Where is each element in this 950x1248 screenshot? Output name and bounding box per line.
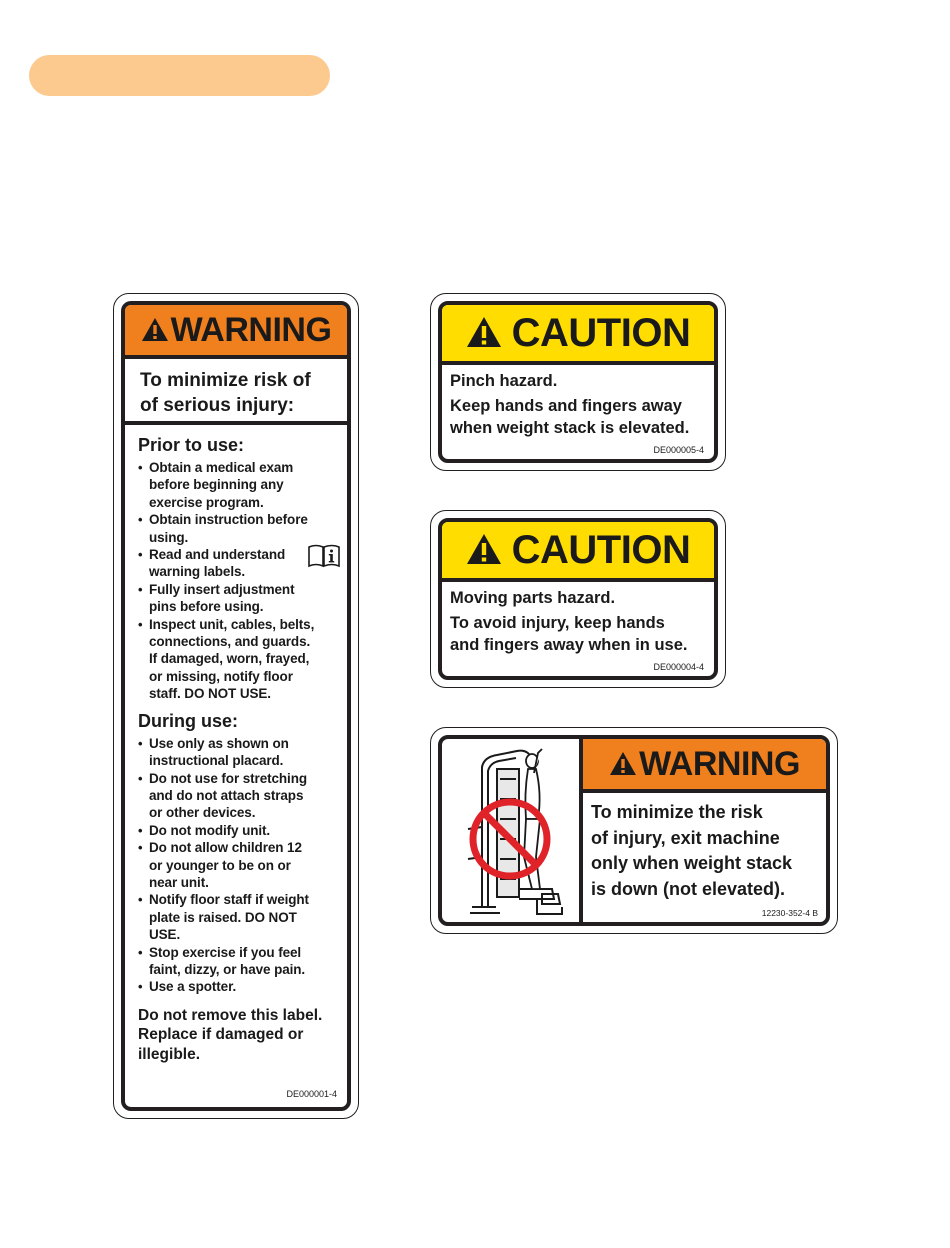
footer-line: Replace if damaged or — [138, 1026, 304, 1044]
caution-line: and fingers away when in use. — [450, 636, 688, 654]
during-list — [138, 735, 339, 996]
during-heading: During use: — [138, 710, 239, 731]
bullet-line: faint, dizzy, or have pain. — [149, 961, 306, 977]
caution-text — [442, 582, 714, 656]
caution-line: when weight stack is elevated. — [450, 419, 690, 437]
warning-text — [583, 793, 826, 902]
warning-line: only when weight stack — [591, 853, 793, 873]
caution-label-moving-parts — [430, 510, 726, 688]
warning-line: To minimize the risk — [591, 802, 763, 822]
intro-line: To minimize risk of — [140, 370, 311, 391]
caution-signal-word: CAUTION — [511, 527, 691, 572]
prior-list — [138, 459, 339, 703]
bullet-item — [138, 944, 339, 979]
footer-line: Do not remove this label. — [138, 1006, 323, 1024]
bullet-line: • Do not allow children 12 — [149, 840, 302, 856]
bullet-line: using. — [149, 529, 189, 545]
warning-signal-word: WARNING — [170, 310, 332, 349]
intro-line: of serious injury: — [140, 395, 295, 416]
bullet-item — [138, 891, 339, 943]
bullet-line: connections, and guards. — [149, 634, 311, 650]
warning-triangle-icon — [141, 317, 169, 342]
label-code: DE000001-4 — [286, 1089, 337, 1099]
bullet-item — [138, 459, 339, 511]
warning-signal-word: WARNING — [639, 744, 800, 783]
warning-line: is down (not elevated). — [591, 878, 786, 899]
warning-banner — [125, 305, 347, 359]
bullet-line: • Do not modify unit. — [149, 822, 271, 838]
bullet-line: • Use a spotter. — [149, 979, 237, 995]
bullet-item — [138, 735, 339, 770]
warning-body — [125, 425, 347, 1064]
bullet-line: If damaged, worn, frayed, — [149, 651, 310, 667]
bullet-item — [138, 581, 339, 616]
bullet-line: or younger to be on or — [149, 857, 291, 873]
bullet-item — [138, 822, 339, 839]
caution-line: Keep hands and fingers away — [450, 397, 682, 415]
bullet-item — [138, 511, 339, 546]
caution-banner — [442, 522, 714, 582]
label-code: DE000004-4 — [653, 662, 704, 672]
bullet-item — [138, 978, 339, 995]
caution-text — [442, 365, 714, 439]
footer-line: illegible. — [138, 1045, 201, 1063]
bullet-line: plate is raised. DO NOT — [149, 909, 297, 925]
bullet-item — [138, 839, 339, 891]
caution-line: Pinch hazard. — [450, 372, 558, 390]
caution-banner — [442, 305, 714, 365]
caution-line: To avoid injury, keep hands — [450, 614, 665, 632]
bullet-line: exercise program. — [149, 494, 264, 510]
warning-banner — [583, 739, 826, 793]
label-code: 12230-352-4 B — [761, 908, 818, 918]
bullet-line: • Do not use for stretching — [149, 770, 308, 786]
bullet-line: • Read and understand — [149, 547, 286, 563]
section-header-bar — [29, 55, 330, 96]
bullet-line: USE. — [149, 927, 181, 943]
warning-label-main — [113, 293, 359, 1119]
bullet-line: • Use only as shown on — [149, 735, 289, 751]
bullet-line: and do not attach straps — [149, 787, 304, 803]
bullet-line: staff. DO NOT USE. — [149, 686, 271, 702]
bullet-line: • Obtain instruction before — [149, 512, 308, 528]
prohibited-machine-exit-icon — [442, 739, 583, 922]
warning-line: of injury, exit machine — [591, 827, 780, 848]
bullet-line: pins before using. — [149, 599, 264, 615]
warning-triangle-icon — [609, 751, 637, 776]
bullet-item — [138, 770, 339, 822]
bullet-line: • Stop exercise if you feel — [149, 944, 302, 960]
warning-intro — [125, 359, 347, 425]
bullet-line: • Obtain a medical exam — [149, 460, 294, 475]
bullet-line: • Inspect unit, cables, belts, — [149, 616, 315, 632]
bullet-line: warning labels. — [149, 564, 246, 580]
manual-info-icon — [307, 543, 341, 574]
bullet-line: or missing, notify floor — [149, 668, 293, 684]
caution-signal-word: CAUTION — [511, 310, 691, 355]
caution-label-pinch — [430, 293, 726, 471]
bullet-line: instructional placard. — [149, 753, 284, 769]
warning-label-exit — [430, 727, 838, 934]
label-code: DE000005-4 — [653, 445, 704, 455]
bullet-line: • Fully insert adjustment — [149, 581, 295, 597]
warning-right-column — [583, 739, 826, 922]
label-footer-note — [138, 1006, 339, 1065]
bullet-item — [138, 616, 339, 703]
bullet-line: or other devices. — [149, 805, 256, 821]
prior-heading: Prior to use: — [138, 435, 245, 455]
bullet-line: • Notify floor staff if weight — [149, 892, 309, 908]
bullet-line: near unit. — [149, 874, 209, 890]
bullet-line: before beginning any — [149, 477, 284, 493]
caution-line: Moving parts hazard. — [450, 589, 616, 607]
warning-triangle-icon — [466, 316, 502, 348]
warning-triangle-icon — [466, 533, 502, 565]
